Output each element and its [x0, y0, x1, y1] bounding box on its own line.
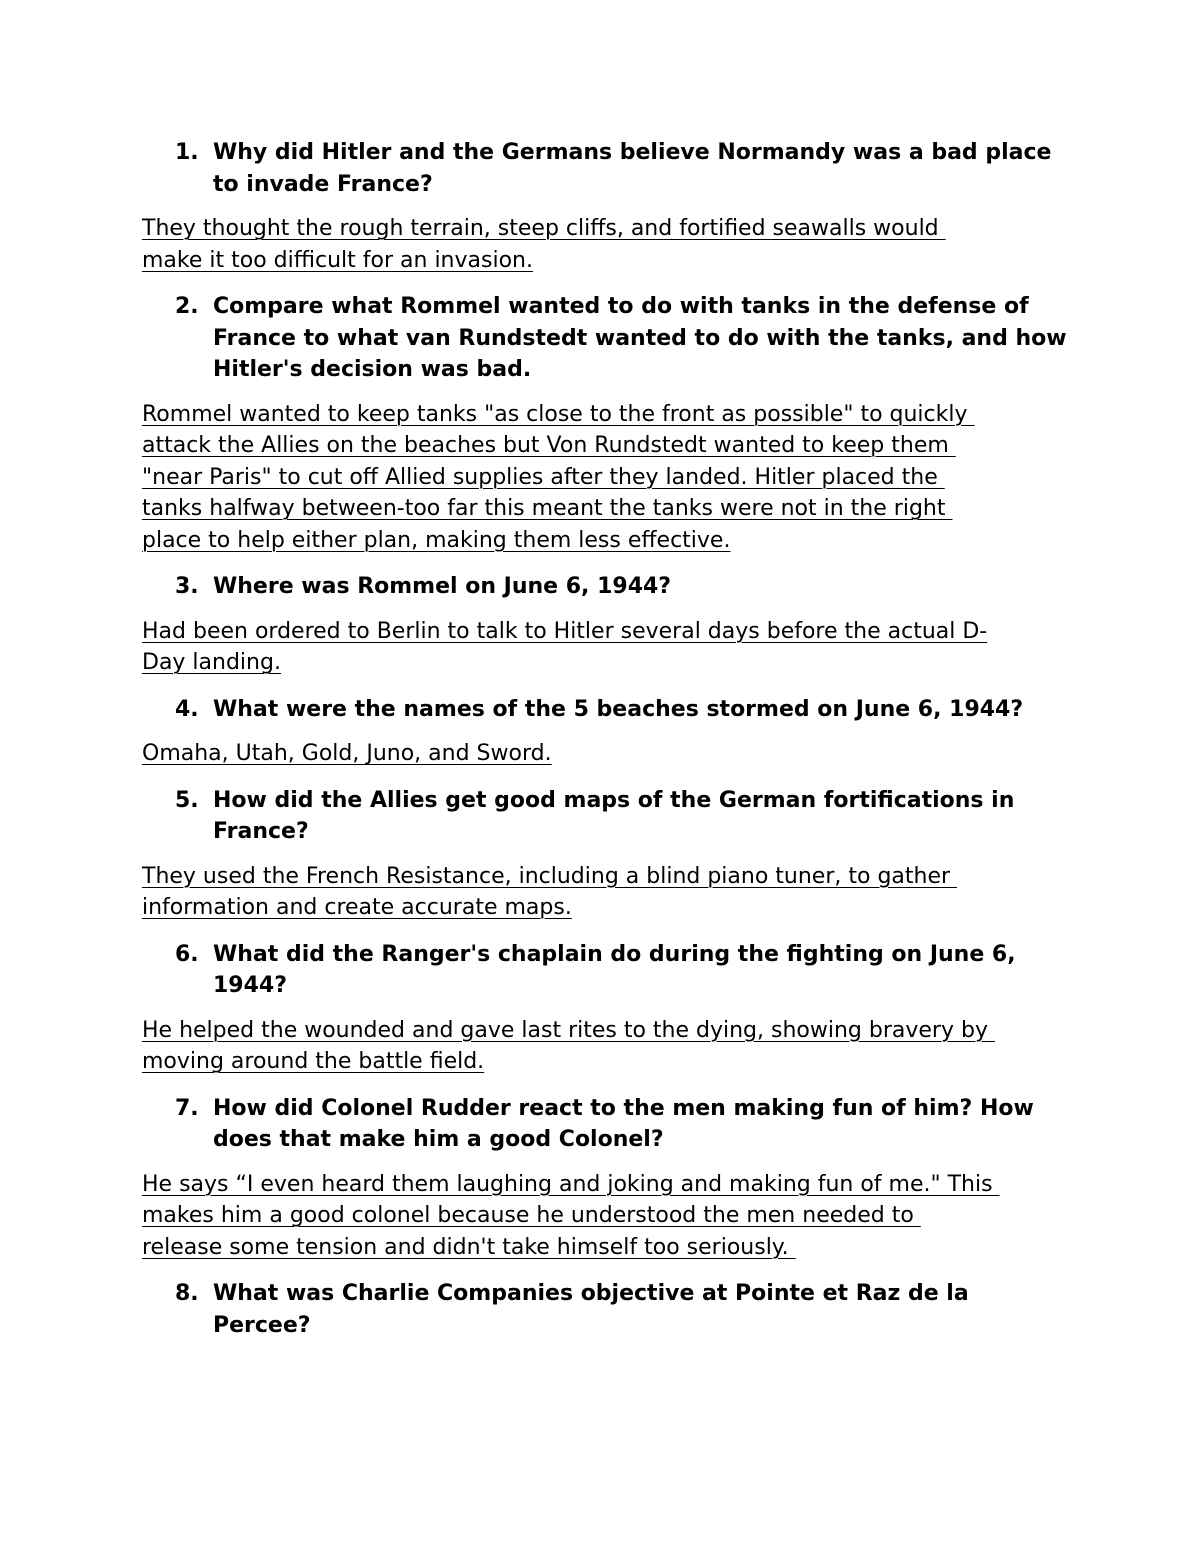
answer-1: They thought the rough terrain, steep cliffs, and fortified seawalls would make it too difficult for an invasion. — [142, 216, 939, 273]
question-text: How did Colonel Rudder react to the men making fun of him? How does that make him a good Colonel? — [213, 1095, 1034, 1152]
question-number: 5. — [175, 787, 199, 813]
answer-7: He says “I even heard them laughing and joking and making fun of me." This makes him a good colonel because he understood the men needed to release some tension and didn't take himself too seriously. — [142, 1171, 993, 1260]
question-text: What was Charlie Companies objective at Pointe et Raz de la Percee? — [213, 1281, 969, 1338]
question-text: Why did Hitler and the Germans believe Normandy was a bad place to invade France? — [213, 140, 1052, 197]
question-text: What were the names of the 5 beaches stormed on June 6, 1944? — [213, 696, 1024, 722]
question-2 — [142, 291, 1072, 386]
answer-3: Had been ordered to Berlin to talk to Hitler several days before the actual D- Day landing. — [142, 618, 988, 675]
question-7 — [142, 1093, 1072, 1156]
question-number: 7. — [175, 1095, 199, 1121]
question-number: 1. — [175, 140, 199, 165]
question-number: 6. — [175, 941, 199, 967]
question-8 — [142, 1278, 1072, 1341]
question-number: 2. — [175, 294, 199, 319]
answer-4: Omaha, Utah, Gold, Juno, and Sword. — [142, 741, 552, 766]
question-text: What did the Ranger's chaplain do during the fighting on June 6, 1944? — [213, 941, 1016, 998]
question-5 — [142, 785, 1072, 848]
question-text: How did the Allies get good maps of the German fortifications in France? — [213, 787, 1015, 844]
question-text: Where was Rommel on June 6, 1944? — [213, 574, 672, 599]
answer-2: Rommel wanted to keep tanks "as close to the front as possible" to quickly attack the Allies on the beaches but Von Rundstedt wanted to keep them "near Paris" to cut off Allied supplies after they landed. Hitler placed the tanks halfway between-too far this meant the tanks were not in the right place to help either plan, making them less effective. — [142, 401, 968, 553]
question-4 — [142, 694, 1072, 726]
question-answer-list — [142, 137, 1072, 1354]
question-number: 4. — [175, 696, 199, 722]
answer-5: They used the French Resistance, including a blind piano tuner, to gather information and create accurate maps. — [142, 863, 951, 920]
question-1 — [142, 137, 1072, 200]
question-6 — [142, 939, 1072, 1002]
question-text: Compare what Rommel wanted to do with tanks in the defense of France to what van Rundstedt wanted to do with the tanks, and how Hitler's decision was bad. — [213, 294, 1067, 382]
question-number: 8. — [175, 1281, 199, 1306]
answer-6: He helped the wounded and gave last rites to the dying, showing bravery by moving around the battle field. — [142, 1017, 988, 1074]
question-3 — [142, 571, 1072, 603]
question-number: 3. — [175, 574, 199, 599]
